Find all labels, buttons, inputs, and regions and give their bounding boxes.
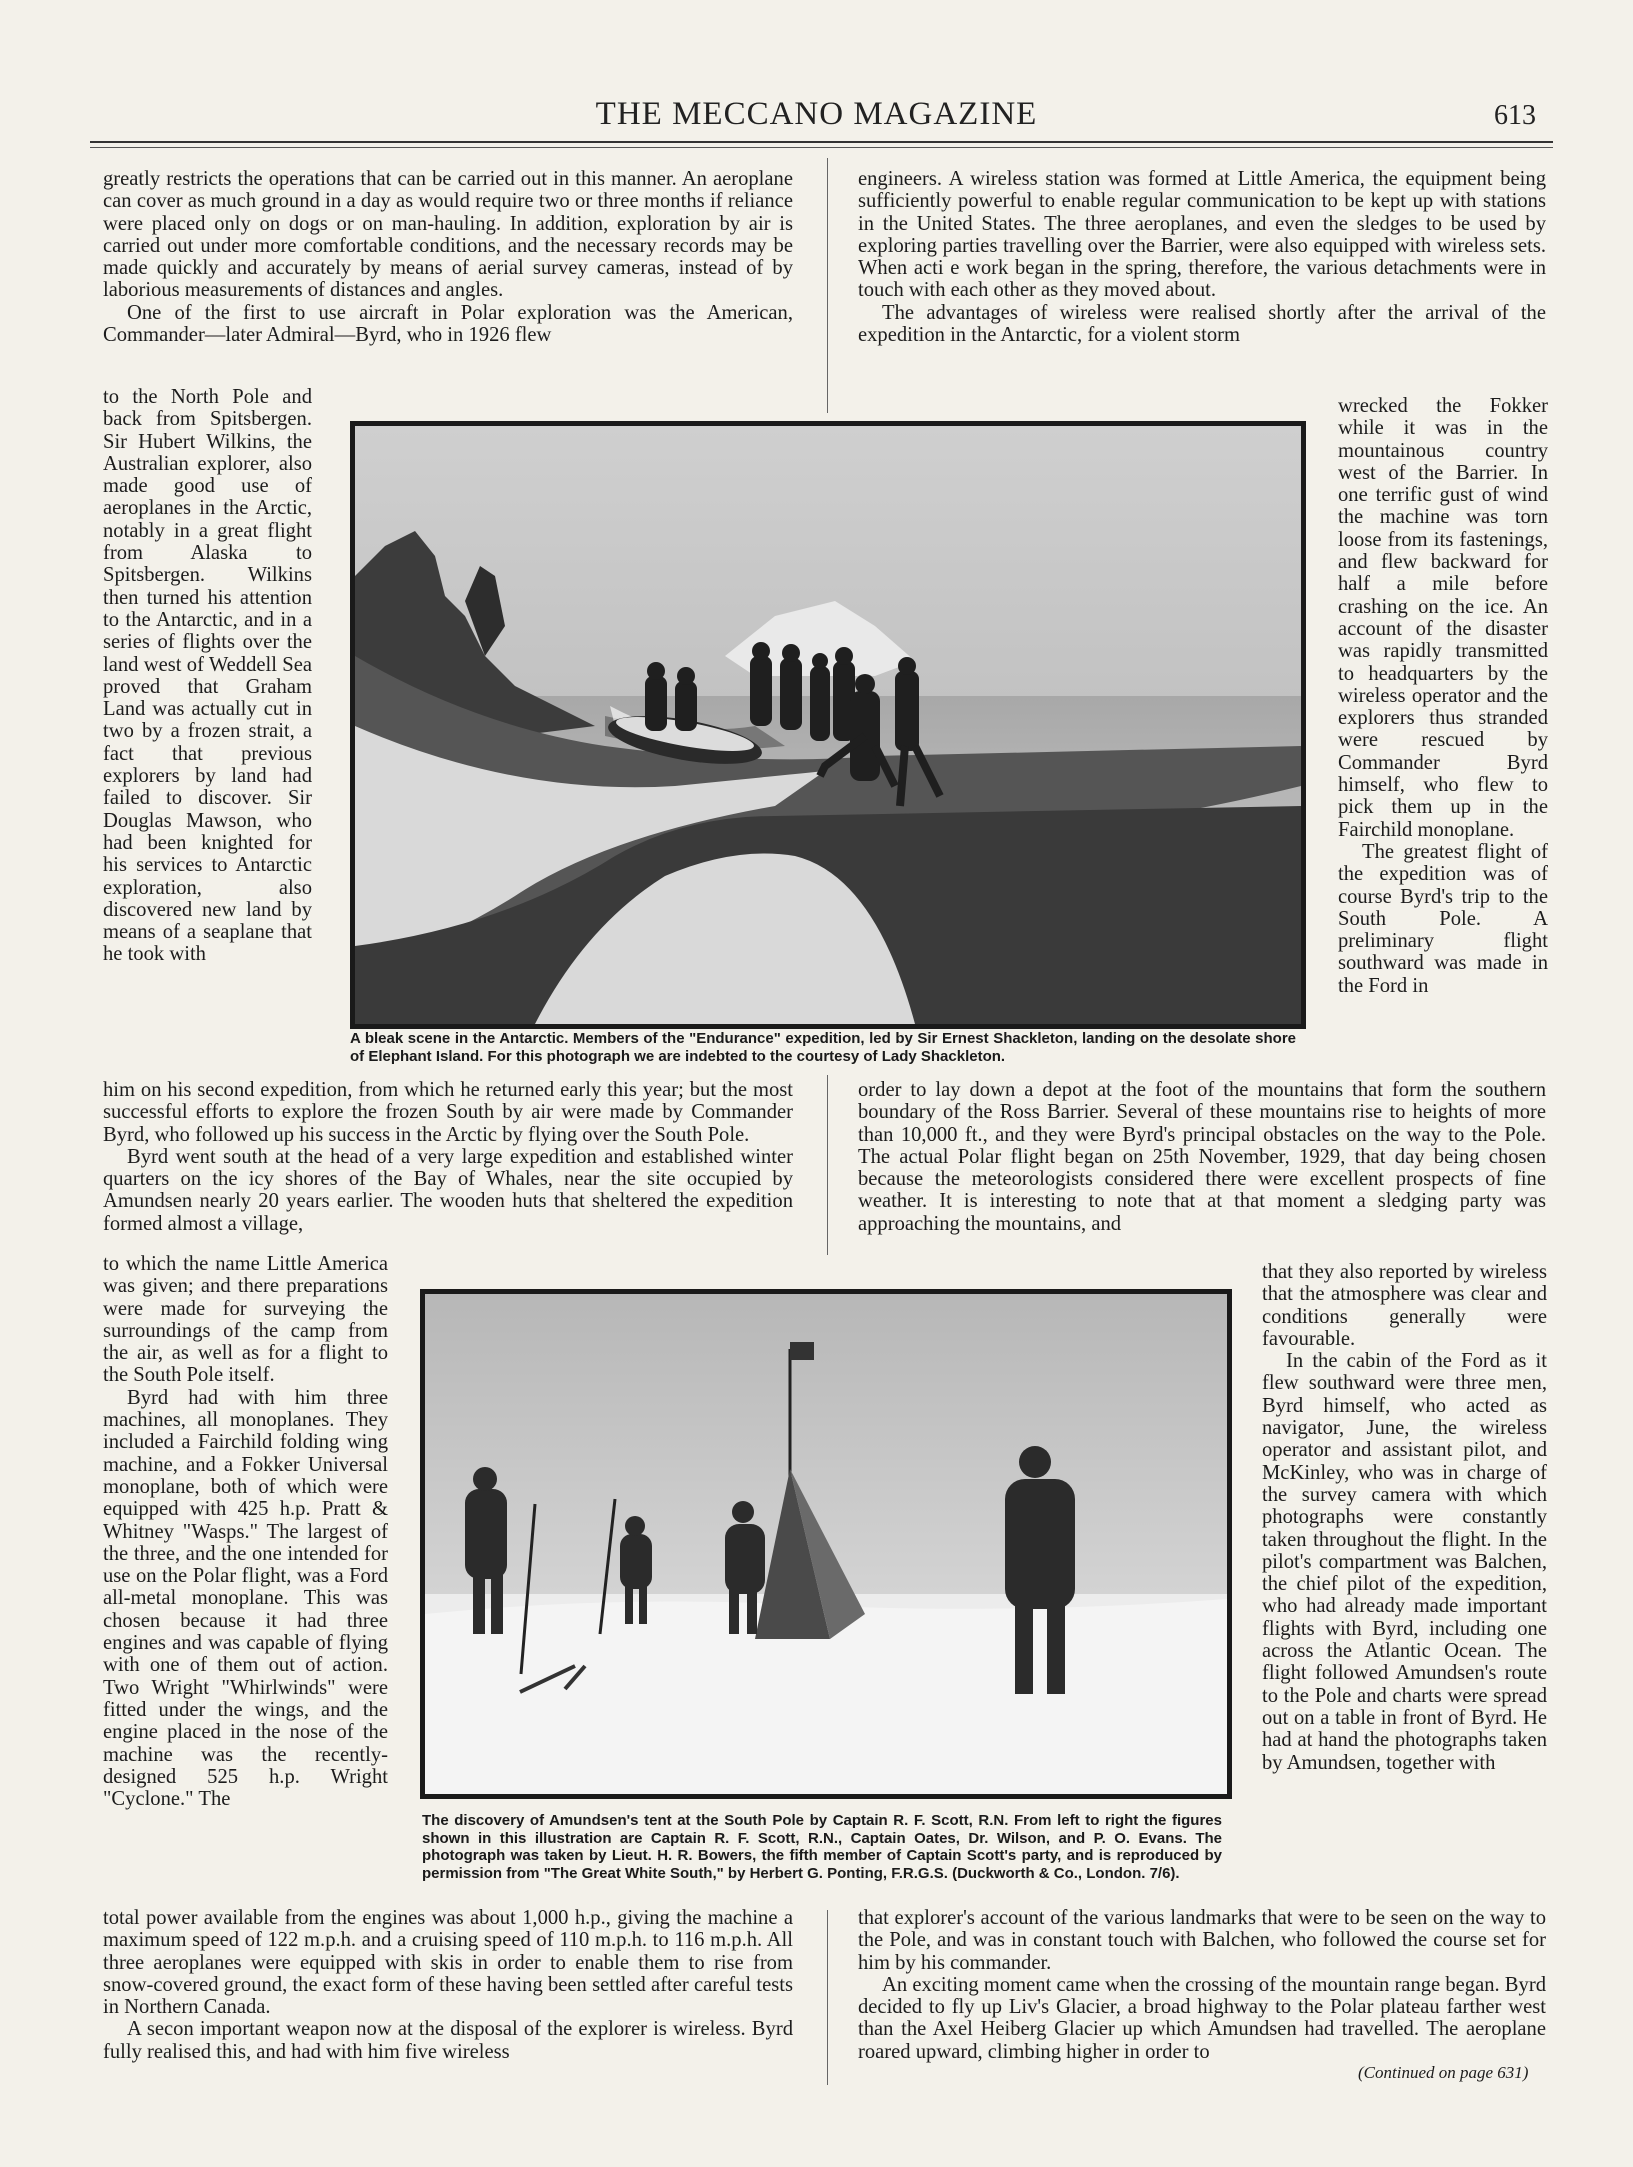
elephant-island-caption: A bleak scene in the Antarctic. Members of the "Endurance" expedition, led by Sir Ernest Shackleton, landing on the desolate shore of Elephant Island. For this photograph we are indebted to the courtesy of Lady Shackleton. xyxy=(350,1030,1296,1065)
col1-mid-text xyxy=(103,1079,793,1235)
col2-bottom-text xyxy=(858,1907,1546,2063)
paragraph: total power available from the engines was about 1,000 h.p., giving the machine a maximum speed of 122 m.p.h. and a cruising speed of 110 m.p.h. to 116 m.p.h. All three aeroplanes were equipped with skis in order to enable them to rise from snow-covered ground, the exact form of these having been settled after careful tests in Northern Canada. xyxy=(103,1907,793,2019)
col2-mid-text xyxy=(858,1079,1546,1235)
paragraph: engineers. A wireless station was formed at Little America, the equipment being sufficiently powerful to enable regular communication to be kept up with stations in the United States. The three aeroplanes, and even the sledges to be used by exploring parties travelling over the Barrier, were also equipped with wireless sets. When acti e work began in the spring, therefore, the various detachments were in touch with each other as they moved about. xyxy=(858,168,1546,302)
col2-narrow-text xyxy=(1338,395,1548,997)
paragraph: to the North Pole and back from Spitsbergen. Sir Hubert Wilkins, the Australian explorer, also made good use of aeroplanes in the Arctic, notably in a great flight from Alaska to Spitsbergen. Wilkins then turned his attention to the Antarctic, and in a series of flights over the land west of Weddell Sea proved that Graham Land was actually cut in two by a frozen strait, a fact that previous explorers by land had failed to discover. Sir Douglas Mawson, who had been knighted for his services to Antarctic exploration, also discovered new land by means of a seaplane that he took with xyxy=(103,386,312,966)
paragraph: that they also reported by wireless that the atmosphere was clear and conditions generally were favourable. xyxy=(1262,1261,1547,1350)
col2-narrow-text-2 xyxy=(1262,1261,1547,1774)
header-rule-thin xyxy=(90,147,1553,148)
col1-narrow-text-2 xyxy=(103,1253,388,1810)
col1-narrow-text xyxy=(103,386,312,966)
paragraph: A secon important weapon now at the disposal of the explorer is wireless. Byrd fully realised this, and had with him five wireless xyxy=(103,2018,793,2063)
paragraph: that explorer's account of the various landmarks that were to be seen on the way to the Pole, and was in constant touch with Balchen, who followed the course set for him by his commander. xyxy=(858,1907,1546,1974)
page-number: 613 xyxy=(1494,100,1536,131)
paragraph: The advantages of wireless were realised shortly after the arrival of the expedition in the Antarctic, for a violent storm xyxy=(858,301,1546,347)
amundsen-tent-photo xyxy=(420,1289,1232,1799)
column-divider-top xyxy=(827,158,828,413)
paragraph: One of the first to use aircraft in Polar exploration was the American, Commander—later Admiral—Byrd, who in 1926 flew xyxy=(103,301,793,347)
amundsen-tent-illustration xyxy=(425,1294,1227,1794)
col1-top-text xyxy=(103,168,793,346)
paragraph: Byrd went south at the head of a very large expedition and established winter quarters on the icy shores of the Bay of Whales, near the site occupied by Amundsen nearly 20 years earlier. The wooden huts that sheltered the expedition formed almost a village, xyxy=(103,1145,793,1235)
column-divider-bottom xyxy=(827,1910,828,2085)
elephant-island-photo xyxy=(350,421,1306,1029)
paragraph: to which the name Little America was given; and there preparations were made for surveying the surroundings of the camp from the air, as well as for a flight to the South Pole itself. xyxy=(103,1253,388,1387)
paragraph: order to lay down a depot at the foot of the mountains that form the southern boundary of the Ross Barrier. Several of these mountains rise to heights of more than 10,000 ft., and they were Byrd's principal obstacles on the way to the Pole. The actual Polar flight began on 25th November, 1929, that day being chosen because the meteorologists considered there were excellent prospects of fine weather. It is interesting to note that at that moment a sledging party was approaching the mountains, and xyxy=(858,1079,1546,1235)
paragraph: The greatest flight of the expedition was of course Byrd's trip to the South Pole. A preliminary flight southward was made in the Ford in xyxy=(1338,840,1548,997)
paragraph: greatly restricts the operations that can be carried out in this manner. An aeroplane can cover as much ground in a day as would require two or three months if reliance were placed only on dogs or on man-hauling. In addition, exploration by air is carried out under more comfortable conditions, and the necessary records may be made quickly and accurately by means of aerial survey cameras, instead of by laborious measurements of distances and angles. xyxy=(103,168,793,302)
header-rule xyxy=(90,141,1553,143)
col1-bottom-text xyxy=(103,1907,793,2063)
col2-top-text xyxy=(858,168,1546,346)
column-divider-mid xyxy=(827,1075,828,1255)
magazine-title: THE MECCANO MAGAZINE xyxy=(595,96,1038,132)
continued-note: (Continued on page 631) xyxy=(1358,2063,1529,2082)
paragraph: An exciting moment came when the crossing of the mountain range began. Byrd decided to fly up Liv's Glacier, a broad highway to the Polar plateau farther west than the Axel Heiberg Glacier up which Amundsen had travelled. The aeroplane roared upward, climbing higher in order to xyxy=(858,1973,1546,2063)
paragraph: In the cabin of the Ford as it flew southward were three men, Byrd himself, who acted as navigator, June, the wireless operator and assistant pilot, and McKinley, who was in charge of the survey camera with which photographs were constantly taken throughout the flight. In the pilot's compartment was Balchen, the chief pilot of the expedition, who had already made important flights with Byrd, including one across the Atlantic Ocean. The flight followed Amundsen's route to the Pole and charts were spread out on a table in front of Byrd. He had at hand the photographs taken by Amundsen, together with xyxy=(1262,1350,1547,1774)
elephant-island-illustration xyxy=(355,426,1301,1024)
amundsen-tent-caption: The discovery of Amundsen's tent at the South Pole by Captain R. F. Scott, R.N. From left to right the figures shown in this illustration are Captain R. F. Scott, R.N., Captain Oates, Dr. Wilson, and P. O. Evans. The photograph was taken by Lieut. H. R. Bowers, the fifth member of Captain Scott's party, and is reproduced by permission from "The Great White South," by Herbert G. Ponting, F.R.G.S. (Duckworth & Co., London. 7/6). xyxy=(422,1812,1222,1882)
paragraph: Byrd had with him three machines, all monoplanes. They included a Fairchild folding wing machine, and a Fokker Universal monoplane, both of which were equipped with 425 h.p. Pratt & Whitney "Wasps." The largest of the three, and the one intended for use on the Polar flight, was a Ford all-metal monoplane. This was chosen because it had three engines and was capable of flying with one of them out of action. Two Wright "Whirlwinds" were fitted under the wings, and the engine placed in the nose of the machine was the recently-designed 525 h.p. Wright "Cyclone." The xyxy=(103,1386,388,1811)
paragraph: wrecked the Fokker while it was in the mountainous country west of the Barrier. In one terrific gust of wind the machine was torn loose from its fastenings, and flew backward for half a mile before crashing on the ice. An account of the disaster was rapidly transmitted to headquarters by the wireless operator and the explorers thus stranded were rescued by Commander Byrd himself, who flew to pick them up in the Fairchild monoplane. xyxy=(1338,395,1548,841)
paragraph: him on his second expedition, from which he returned early this year; but the most successful efforts to explore the frozen South by air were made by Commander Byrd, who followed up his success in the Arctic by flying over the South Pole. xyxy=(103,1079,793,1146)
